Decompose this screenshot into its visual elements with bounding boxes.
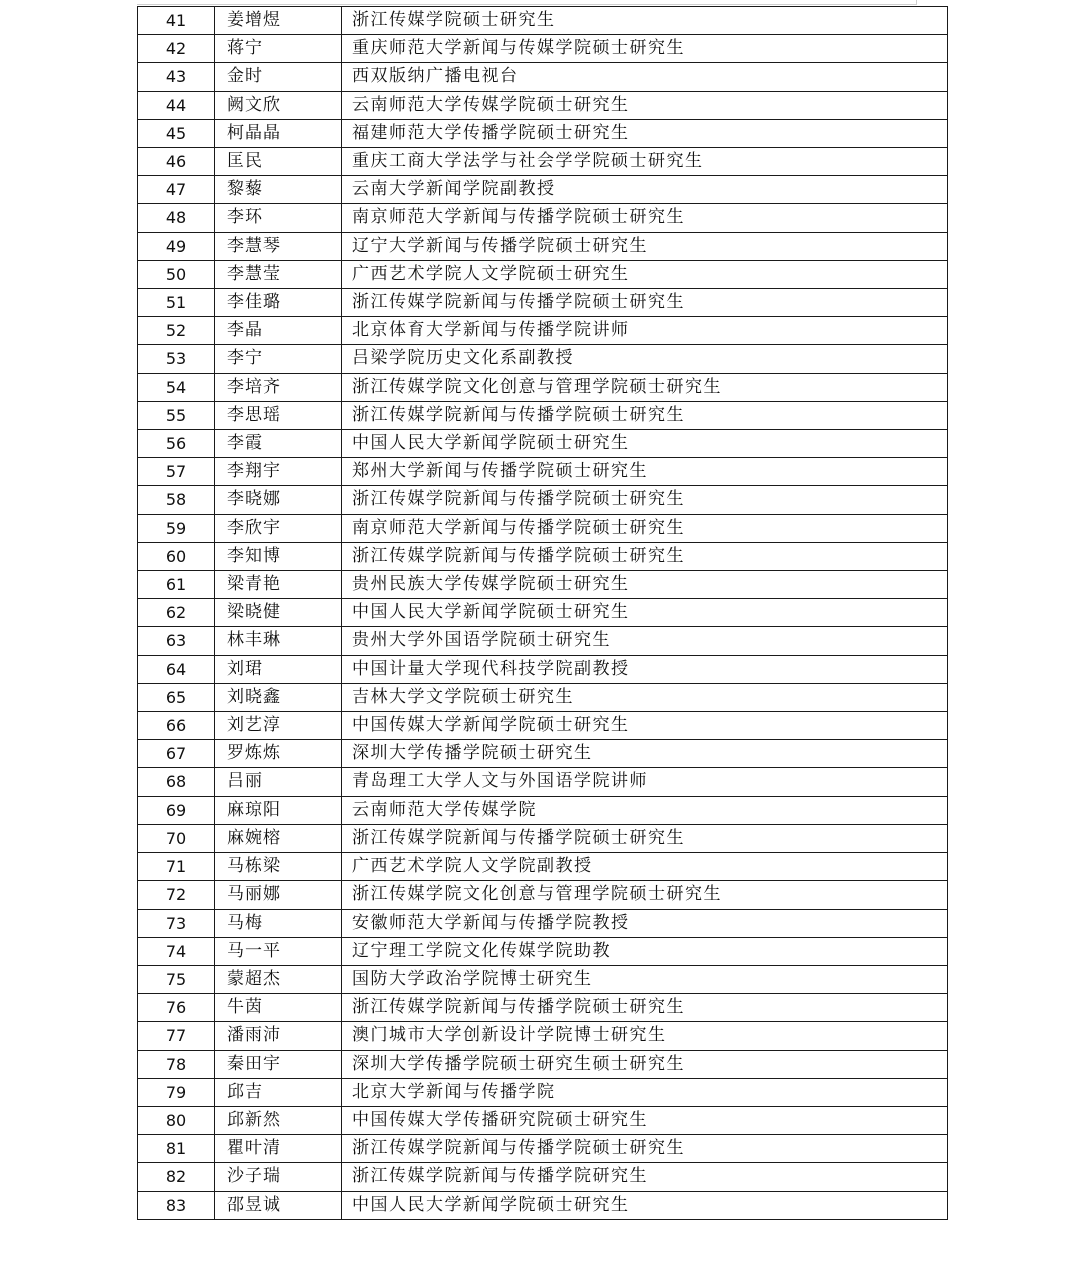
affiliation: 中国人民大学新闻学院硕士研究生 xyxy=(342,599,948,627)
person-name: 李晶 xyxy=(215,317,342,345)
row-number: 56 xyxy=(138,430,215,458)
roster-table-body xyxy=(138,7,948,1220)
row-number: 73 xyxy=(138,909,215,937)
affiliation: 北京大学新闻与传播学院 xyxy=(342,1078,948,1106)
row-number: 71 xyxy=(138,853,215,881)
table-row xyxy=(138,260,948,288)
table-row xyxy=(138,965,948,993)
affiliation: 安徽师范大学新闻与传播学院教授 xyxy=(342,909,948,937)
row-number: 80 xyxy=(138,1106,215,1134)
affiliation: 辽宁大学新闻与传播学院硕士研究生 xyxy=(342,232,948,260)
row-number: 66 xyxy=(138,712,215,740)
table-row xyxy=(138,1163,948,1191)
table-row xyxy=(138,683,948,711)
person-name: 刘珺 xyxy=(215,655,342,683)
row-number: 44 xyxy=(138,91,215,119)
table-row xyxy=(138,571,948,599)
table-row xyxy=(138,317,948,345)
person-name: 黎藜 xyxy=(215,176,342,204)
person-name: 秦田宇 xyxy=(215,1050,342,1078)
row-number: 78 xyxy=(138,1050,215,1078)
table-row xyxy=(138,994,948,1022)
person-name: 阙文欣 xyxy=(215,91,342,119)
row-number: 68 xyxy=(138,768,215,796)
person-name: 瞿叶清 xyxy=(215,1135,342,1163)
row-number: 67 xyxy=(138,740,215,768)
row-number: 62 xyxy=(138,599,215,627)
person-name: 李知博 xyxy=(215,542,342,570)
affiliation: 中国人民大学新闻学院硕士研究生 xyxy=(342,430,948,458)
affiliation: 深圳大学传播学院硕士研究生 xyxy=(342,740,948,768)
table-row xyxy=(138,627,948,655)
affiliation: 吉林大学文学院硕士研究生 xyxy=(342,683,948,711)
row-number: 55 xyxy=(138,401,215,429)
table-row xyxy=(138,1106,948,1134)
table-row xyxy=(138,768,948,796)
person-name: 麻琼阳 xyxy=(215,796,342,824)
row-number: 75 xyxy=(138,965,215,993)
row-number: 48 xyxy=(138,204,215,232)
person-name: 梁青艳 xyxy=(215,571,342,599)
table-row xyxy=(138,430,948,458)
table-row xyxy=(138,458,948,486)
table-row xyxy=(138,1078,948,1106)
row-number: 60 xyxy=(138,542,215,570)
row-number: 74 xyxy=(138,937,215,965)
table-row xyxy=(138,712,948,740)
person-name: 牛茵 xyxy=(215,994,342,1022)
affiliation: 浙江传媒学院新闻与传播学院硕士研究生 xyxy=(342,824,948,852)
row-number: 69 xyxy=(138,796,215,824)
table-row xyxy=(138,909,948,937)
affiliation: 辽宁理工学院文化传媒学院助教 xyxy=(342,937,948,965)
affiliation: 深圳大学传播学院硕士研究生硕士研究生 xyxy=(342,1050,948,1078)
row-number: 65 xyxy=(138,683,215,711)
affiliation: 中国传媒大学传播研究院硕士研究生 xyxy=(342,1106,948,1134)
person-name: 李环 xyxy=(215,204,342,232)
affiliation: 中国计量大学现代科技学院副教授 xyxy=(342,655,948,683)
row-number: 77 xyxy=(138,1022,215,1050)
table-row xyxy=(138,1050,948,1078)
affiliation: 南京师范大学新闻与传播学院硕士研究生 xyxy=(342,204,948,232)
person-name: 金时 xyxy=(215,63,342,91)
person-name: 邱新然 xyxy=(215,1106,342,1134)
row-number: 49 xyxy=(138,232,215,260)
table-row xyxy=(138,345,948,373)
table-row xyxy=(138,289,948,317)
table-row xyxy=(138,373,948,401)
person-name: 李霞 xyxy=(215,430,342,458)
row-number: 81 xyxy=(138,1135,215,1163)
person-name: 潘雨沛 xyxy=(215,1022,342,1050)
row-number: 59 xyxy=(138,514,215,542)
person-name: 马梅 xyxy=(215,909,342,937)
row-number: 46 xyxy=(138,148,215,176)
person-name: 邵昱诚 xyxy=(215,1191,342,1219)
table-row xyxy=(138,148,948,176)
person-name: 刘艺淳 xyxy=(215,712,342,740)
person-name: 沙子瑞 xyxy=(215,1163,342,1191)
affiliation: 浙江传媒学院新闻与传播学院硕士研究生 xyxy=(342,994,948,1022)
table-row xyxy=(138,35,948,63)
affiliation: 贵州大学外国语学院硕士研究生 xyxy=(342,627,948,655)
row-number: 57 xyxy=(138,458,215,486)
table-row xyxy=(138,740,948,768)
previous-page-edge xyxy=(137,4,917,5)
table-row xyxy=(138,204,948,232)
person-name: 麻婉榕 xyxy=(215,824,342,852)
affiliation: 北京体育大学新闻与传播学院讲师 xyxy=(342,317,948,345)
table-row xyxy=(138,853,948,881)
affiliation: 吕梁学院历史文化系副教授 xyxy=(342,345,948,373)
roster-table xyxy=(137,6,948,1220)
table-row xyxy=(138,119,948,147)
row-number: 53 xyxy=(138,345,215,373)
affiliation: 西双版纳广播电视台 xyxy=(342,63,948,91)
person-name: 蒋宁 xyxy=(215,35,342,63)
person-name: 李欣宇 xyxy=(215,514,342,542)
row-number: 43 xyxy=(138,63,215,91)
person-name: 罗炼炼 xyxy=(215,740,342,768)
person-name: 李晓娜 xyxy=(215,486,342,514)
table-row xyxy=(138,176,948,204)
affiliation: 浙江传媒学院硕士研究生 xyxy=(342,7,948,35)
affiliation: 澳门城市大学创新设计学院博士研究生 xyxy=(342,1022,948,1050)
row-number: 54 xyxy=(138,373,215,401)
table-row xyxy=(138,1135,948,1163)
affiliation: 重庆师范大学新闻与传媒学院硕士研究生 xyxy=(342,35,948,63)
affiliation: 贵州民族大学传媒学院硕士研究生 xyxy=(342,571,948,599)
affiliation: 重庆工商大学法学与社会学学院硕士研究生 xyxy=(342,148,948,176)
table-row xyxy=(138,937,948,965)
person-name: 李培齐 xyxy=(215,373,342,401)
row-number: 50 xyxy=(138,260,215,288)
person-name: 李翔宇 xyxy=(215,458,342,486)
table-row xyxy=(138,1022,948,1050)
affiliation: 国防大学政治学院博士研究生 xyxy=(342,965,948,993)
table-row xyxy=(138,486,948,514)
affiliation: 浙江传媒学院新闻与传播学院硕士研究生 xyxy=(342,401,948,429)
person-name: 柯晶晶 xyxy=(215,119,342,147)
person-name: 李佳璐 xyxy=(215,289,342,317)
affiliation: 浙江传媒学院新闻与传播学院硕士研究生 xyxy=(342,289,948,317)
row-number: 61 xyxy=(138,571,215,599)
person-name: 姜增煜 xyxy=(215,7,342,35)
person-name: 李思瑶 xyxy=(215,401,342,429)
row-number: 47 xyxy=(138,176,215,204)
affiliation: 浙江传媒学院新闻与传播学院硕士研究生 xyxy=(342,542,948,570)
person-name: 马栋梁 xyxy=(215,853,342,881)
row-number: 52 xyxy=(138,317,215,345)
person-name: 邱吉 xyxy=(215,1078,342,1106)
row-number: 76 xyxy=(138,994,215,1022)
table-row xyxy=(138,655,948,683)
row-number: 63 xyxy=(138,627,215,655)
table-row xyxy=(138,232,948,260)
person-name: 李慧莹 xyxy=(215,260,342,288)
person-name: 梁晓健 xyxy=(215,599,342,627)
affiliation: 南京师范大学新闻与传播学院硕士研究生 xyxy=(342,514,948,542)
row-number: 42 xyxy=(138,35,215,63)
person-name: 林丰琳 xyxy=(215,627,342,655)
row-number: 72 xyxy=(138,881,215,909)
affiliation: 广西艺术学院人文学院副教授 xyxy=(342,853,948,881)
table-row xyxy=(138,63,948,91)
table-row xyxy=(138,7,948,35)
affiliation: 中国人民大学新闻学院硕士研究生 xyxy=(342,1191,948,1219)
affiliation: 浙江传媒学院新闻与传播学院硕士研究生 xyxy=(342,486,948,514)
affiliation: 中国传媒大学新闻学院硕士研究生 xyxy=(342,712,948,740)
affiliation: 青岛理工大学人文与外国语学院讲师 xyxy=(342,768,948,796)
person-name: 匡民 xyxy=(215,148,342,176)
affiliation: 浙江传媒学院文化创意与管理学院硕士研究生 xyxy=(342,373,948,401)
person-name: 吕丽 xyxy=(215,768,342,796)
affiliation: 郑州大学新闻与传播学院硕士研究生 xyxy=(342,458,948,486)
table-row xyxy=(138,542,948,570)
table-row xyxy=(138,91,948,119)
affiliation: 浙江传媒学院文化创意与管理学院硕士研究生 xyxy=(342,881,948,909)
affiliation: 福建师范大学传播学院硕士研究生 xyxy=(342,119,948,147)
previous-page-edge-tick xyxy=(916,0,917,5)
person-name: 蒙超杰 xyxy=(215,965,342,993)
affiliation: 云南大学新闻学院副教授 xyxy=(342,176,948,204)
affiliation: 广西艺术学院人文学院硕士研究生 xyxy=(342,260,948,288)
table-row xyxy=(138,514,948,542)
person-name: 马丽娜 xyxy=(215,881,342,909)
person-name: 马一平 xyxy=(215,937,342,965)
row-number: 45 xyxy=(138,119,215,147)
row-number: 58 xyxy=(138,486,215,514)
affiliation: 浙江传媒学院新闻与传播学院硕士研究生 xyxy=(342,1135,948,1163)
row-number: 79 xyxy=(138,1078,215,1106)
table-row xyxy=(138,796,948,824)
row-number: 41 xyxy=(138,7,215,35)
table-row xyxy=(138,401,948,429)
person-name: 刘晓鑫 xyxy=(215,683,342,711)
table-row xyxy=(138,599,948,627)
row-number: 51 xyxy=(138,289,215,317)
person-name: 李宁 xyxy=(215,345,342,373)
row-number: 82 xyxy=(138,1163,215,1191)
row-number: 83 xyxy=(138,1191,215,1219)
affiliation: 云南师范大学传媒学院硕士研究生 xyxy=(342,91,948,119)
person-name: 李慧琴 xyxy=(215,232,342,260)
row-number: 64 xyxy=(138,655,215,683)
row-number: 70 xyxy=(138,824,215,852)
table-row xyxy=(138,1191,948,1219)
table-row xyxy=(138,881,948,909)
table-row xyxy=(138,824,948,852)
affiliation: 浙江传媒学院新闻与传播学院研究生 xyxy=(342,1163,948,1191)
affiliation: 云南师范大学传媒学院 xyxy=(342,796,948,824)
